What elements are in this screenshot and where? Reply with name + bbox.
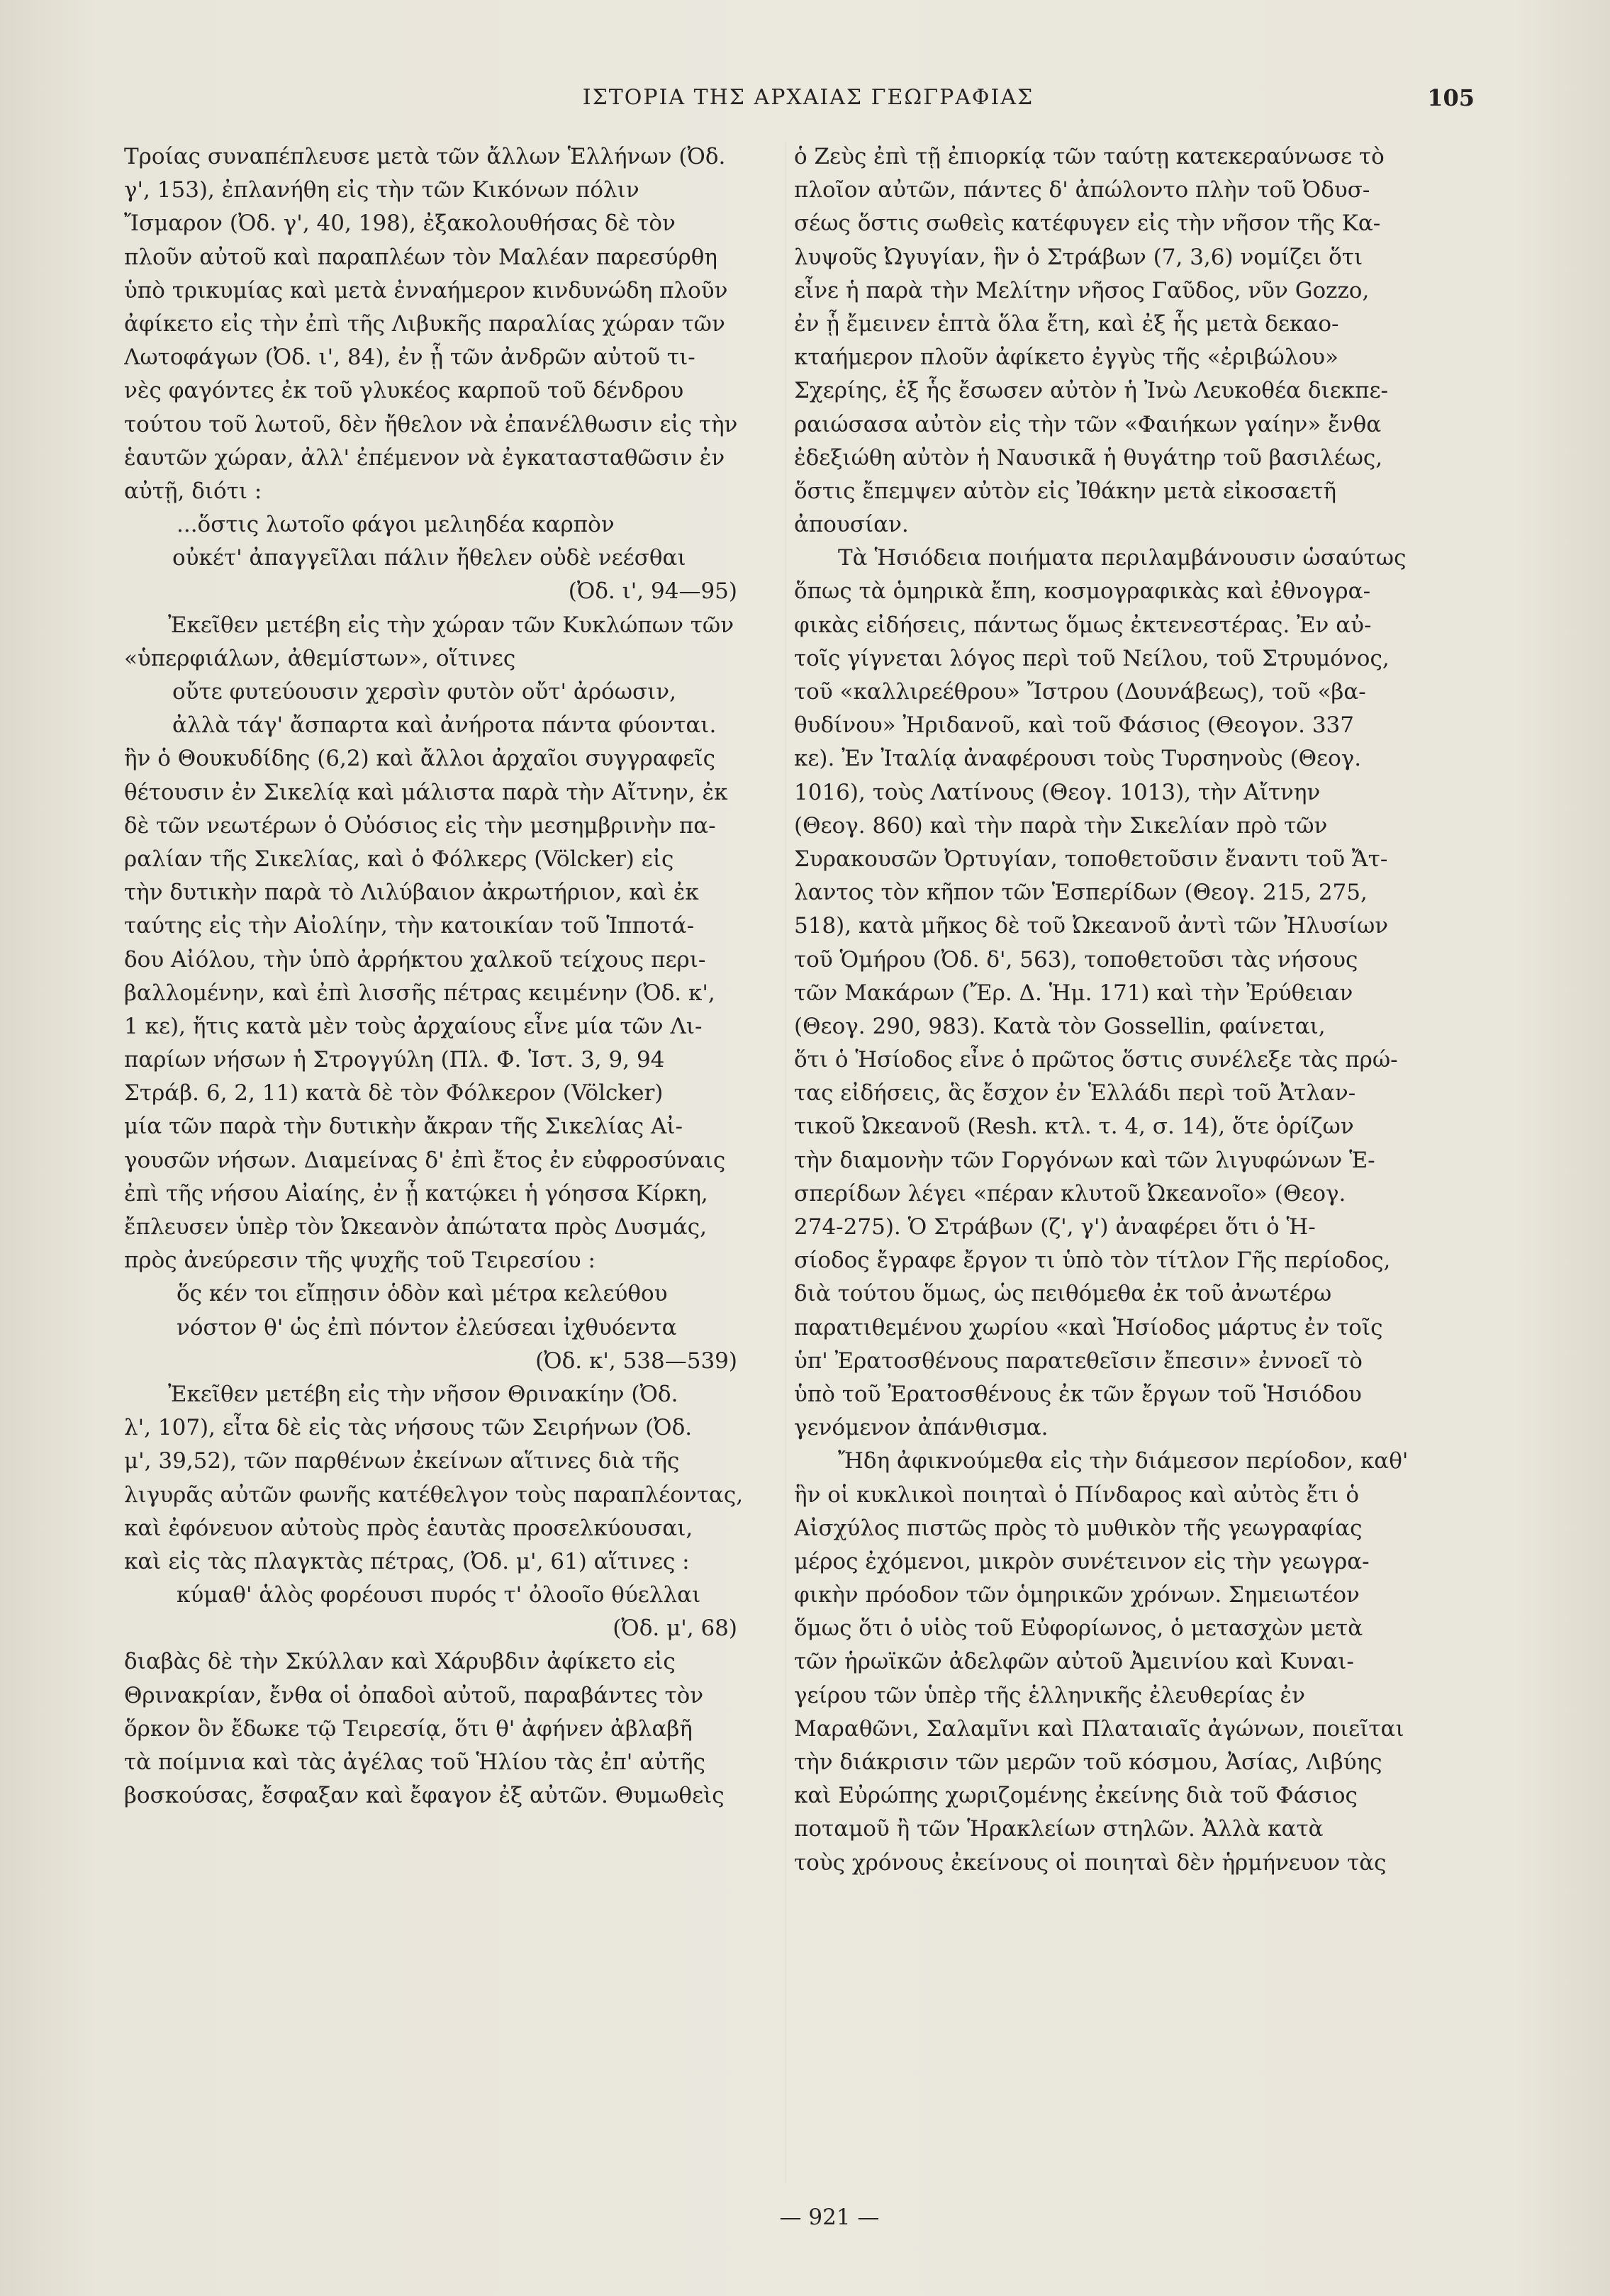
text-line: διαβὰς δὲ τὴν Σκύλλαν καὶ Χάρυβδιν ἀφίκετο εἰς xyxy=(124,1649,676,1675)
verse-line: νόστον θ' ὡς ἐπὶ πόντον ἐλεύσεαι ἰχθυόεντα xyxy=(177,1314,677,1340)
text-line: θυδίνου» Ἠριδανοῦ, καὶ τοῦ Φάσιος (Θεογον. 337 xyxy=(794,712,1355,739)
text-line: τας εἰδήσεις, ἃς ἔσχον ἐν Ἑλλάδι περὶ τοῦ Ἀτλαν- xyxy=(794,1080,1356,1107)
text-line: γείρου τῶν ὑπὲρ τῆς ἑλληνικῆς ἐλευθερίας ἐν xyxy=(794,1682,1305,1708)
text-line: 274-275). Ὁ Στράβων (ζ', γ') ἀναφέρει ὅτι ὁ Ἡ- xyxy=(794,1214,1316,1240)
text-line: σίοδος ἔγραφε ἔργον τι ὑπὸ τὸν τίτλον Γῆς περίοδος, xyxy=(794,1248,1391,1274)
text-line: τὴν διαμονὴν τῶν Γοργόνων καὶ τῶν λιγυφώνων Ἑ- xyxy=(794,1147,1375,1173)
text-line: ἐπὶ τῆς νήσου Αἰαίης, ἐν ᾗ κατῴκει ἡ γόησσα Κίρκη, xyxy=(124,1180,708,1206)
text-line: φικὴν πρόοδον τῶν ὁμηρικῶν χρόνων. Σημειωτέον xyxy=(794,1582,1360,1608)
left-text-column xyxy=(124,140,776,1813)
text-line: ἣν ὁ Θουκυδίδης (6,2) καὶ ἄλλοι ἀρχαῖοι συγγραφεῖς xyxy=(124,746,715,772)
text-line: Ἐκεῖθεν μετέβη εἰς τὴν χώραν τῶν Κυκλώπων τῶν xyxy=(168,612,734,638)
text-line: τικοῦ Ὠκεανοῦ (Resh. κτλ. τ. 4, σ. 14), ὅτε ὁρίζων xyxy=(794,1114,1354,1140)
text-line: Ἐκεῖθεν μετέβη εἰς τὴν νῆσον Θρινακίην (Ὀδ. xyxy=(168,1381,678,1407)
text-line: ὁ Ζεὺς ἐπὶ τῇ ἐπιορκίᾳ τῶν ταύτῃ κατεκεραύνωσε τὸ xyxy=(794,144,1385,169)
text-line: Θρινακρίαν, ἔνθα οἱ ὀπαδοὶ αὐτοῦ, παραβάντες τὸν xyxy=(124,1682,704,1708)
text-line: πλοῦν αὐτοῦ καὶ παραπλέων τὸν Μαλέαν παρεσύρθη xyxy=(124,244,717,270)
running-title: ΙΣΤΟΡΙΑ ΤΗΣ ΑΡΧΑΙΑΣ ΓΕΩΓΡΑΦΙΑΣ xyxy=(582,85,1034,110)
text-line: δὲ τῶν νεωτέρων ὁ Οὐόσιος εἰς τὴν μεσημβρινὴν πα- xyxy=(124,812,716,839)
text-line: βοσκούσας, ἔσφαξαν καὶ ἔφαγον ἐξ αὐτῶν. Θυμωθεὶς xyxy=(124,1783,725,1809)
text-line: κταήμερον πλοῦν ἀφίκετο ἐγγὺς τῆς «ἐριβώλου» xyxy=(794,345,1338,371)
text-line: μία τῶν παρὰ τὴν δυτικὴν ἄκραν τῆς Σικελίας Αἰ- xyxy=(124,1114,683,1140)
text-line: πρὸς ἀνεύρεσιν τῆς ψυχῆς τοῦ Τειρεσίου : xyxy=(124,1248,596,1274)
verse-line: ...ὅστις λωτοῖο φάγοι μελιηδέα καρπὸν xyxy=(177,512,615,538)
text-line: 1016), τοὺς Λατίνους (Θεογ. 1013), τὴν Αἴτνην xyxy=(794,779,1321,805)
text-line: αὐτῇ, διότι : xyxy=(124,478,262,504)
verse-line: κύμαθ' ἁλὸς φορέουσι πυρός τ' ὀλοοῖο θύελλαι xyxy=(177,1582,701,1608)
citation-line: (Ὀδ. μ', 68) xyxy=(613,1615,737,1642)
text-line: θέτουσιν ἐν Σικελίᾳ καὶ μάλιστα παρὰ τὴν Αἴτνην, ἐκ xyxy=(124,779,728,805)
text-line: καὶ Εὐρώπης χωριζομένης ἐκείνης διὰ τοῦ Φάσιος xyxy=(794,1783,1358,1809)
text-line: σπερίδων λέγει «πέραν κλυτοῦ Ὠκεανοῖο» (Θεογ. xyxy=(794,1180,1346,1206)
text-line: λυψοῦς Ὠγυγίαν, ἣν ὁ Στράβων (7, 3,6) νομίζει ὅτι xyxy=(794,244,1363,270)
text-line: τούτου τοῦ λωτοῦ, δὲν ἤθελον νὰ ἐπανέλθωσιν εἰς τὴν xyxy=(124,411,738,437)
text-line: ὅστις ἔπεμψεν αὐτὸν εἰς Ἰθάκην μετὰ εἰκοσαετῆ xyxy=(794,478,1337,504)
text-line: ὑπὸ τρικυμίας καὶ μετὰ ἐνναήμερον κινδυνώδη πλοῦν xyxy=(124,277,728,303)
text-line: δου Αἰόλου, τὴν ὑπὸ ἀρρήκτου χαλκοῦ τείχους περι- xyxy=(124,946,706,973)
text-line: ἑαυτῶν χώραν, ἀλλ' ἐπέμενον νὰ ἐγκατασταθῶσιν ἐν xyxy=(124,444,725,471)
citation-line: (Ὀδ. ι', 94—95) xyxy=(568,578,737,605)
text-line: ἐδεξιώθη αὐτὸν ἡ Ναυσικᾶ ἡ θυγάτηρ τοῦ βασιλέως, xyxy=(794,444,1383,471)
text-line: μ', 39,52), τῶν παρθένων ἐκείνων αἵτινες διὰ τῆς xyxy=(124,1448,680,1474)
verse-line: οὐκέτ' ἀπαγγεῖλαι πάλιν ἤθελεν οὐδὲ νεέσθαι xyxy=(172,545,686,571)
text-line: Σχερίης, ἐξ ἧς ἔσωσεν αὐτὸν ἡ Ἰνὼ Λευκοθέα διεκπε- xyxy=(794,378,1388,404)
text-line: ἔπλευσεν ὑπὲρ τὸν Ὠκεανὸν ἀπώτατα πρὸς Δυσμάς, xyxy=(124,1214,707,1240)
text-line: ὑπ' Ἐρατοσθένους παρατεθεῖσιν ἔπεσιν» ἐννοεῖ τὸ xyxy=(794,1348,1363,1374)
text-line: τοῦ «καλλιρεέθρου» Ἴστρου (Δουνάβεως), τοῦ «βα- xyxy=(794,679,1366,705)
text-line: ὅρκον ὃν ἔδωκε τῷ Τειρεσίᾳ, ὅτι θ' ἀφήνεν ἀβλαβῆ xyxy=(124,1715,693,1742)
text-line: ἐν ᾗ ἔμεινεν ἑπτὰ ὅλα ἔτη, καὶ ἐξ ἧς μετὰ δεκαο- xyxy=(794,310,1339,337)
sheet-number: — 921 — xyxy=(779,2205,880,2230)
text-line: Συρακουσῶν Ὀρτυγίαν, τοποθετοῦσιν ἔναντι τοῦ Ἄτ- xyxy=(794,846,1388,872)
text-line: ἣν οἱ κυκλικοὶ ποιηταὶ ὁ Πίνδαρος καὶ αὐτὸς ἔτι ὁ xyxy=(794,1482,1360,1508)
text-line: Στράβ. 6, 2, 11) κατὰ δὲ τὸν Φόλκερον (Völcker) xyxy=(124,1080,664,1107)
text-line: καὶ εἰς τὰς πλαγκτὰς πέτρας, (Ὀδ. μ', 61) αἵτινες : xyxy=(124,1548,690,1574)
text-line: Ἴσμαρον (Ὀδ. γ', 40, 198), ἐξακολουθήσας δὲ τὸν xyxy=(124,211,676,237)
text-line: γενόμενον ἀπάνθισμα. xyxy=(794,1415,1049,1441)
page-number: 105 xyxy=(1427,84,1475,111)
text-line: ὅτι ὁ Ἡσίοδος εἶνε ὁ πρῶτος ὅστις συνέλεξε τὰς πρώ- xyxy=(794,1047,1398,1073)
text-line: Τὰ Ἡσιόδεια ποιήματα περιλαμβάνουσιν ὡσαύτως xyxy=(838,545,1407,571)
text-line: τῶν ἡρωϊκῶν ἀδελφῶν αὐτοῦ Ἀμεινίου καὶ Κυναι- xyxy=(794,1649,1354,1675)
text-line: ὅπως τὰ ὁμηρικὰ ἔπη, κοσμογραφικὰς καὶ ἐθνογρα- xyxy=(794,578,1371,605)
text-line: Ἤδη ἀφικνούμεθα εἰς τὴν διάμεσον περίοδον, καθ' xyxy=(838,1448,1409,1474)
text-line: Τροίας συναπέπλευσε μετὰ τῶν ἄλλων Ἑλλήνων (Ὀδ. xyxy=(124,144,726,169)
text-line: (Θεογ. 290, 983). Κατὰ τὸν Gossellin, φαίνεται, xyxy=(794,1013,1326,1039)
text-line: 518), κατὰ μῆκος δὲ τοῦ Ὠκεανοῦ ἀντὶ τῶν Ἠλυσίων xyxy=(794,913,1389,939)
text-line: παρατιθεμένου χωρίου «καὶ Ἡσίοδος μάρτυς ἐν τοῖς xyxy=(794,1314,1383,1340)
text-line: τοῖς γίγνεται λόγος περὶ τοῦ Νείλου, τοῦ Στρυμόνος, xyxy=(794,645,1390,671)
text-line: τὴν δυτικὴν παρὰ τὸ Λιλύβαιον ἀκρωτήριον, καὶ ἐκ xyxy=(124,880,699,906)
text-line: 1 κε), ἥτις κατὰ μὲν τοὺς ἀρχαίους εἶνε μία τῶν Λι- xyxy=(124,1013,703,1039)
text-line: πλοῖον αὐτῶν, πάντες δ' ἀπώλοντο πλὴν τοῦ Ὀδυσ- xyxy=(794,177,1370,203)
text-line: ταύτης εἰς τὴν Αἰολίην, τὴν κατοικίαν τοῦ Ἱπποτά- xyxy=(124,913,695,939)
text-line: ραλίαν τῆς Σικελίας, καὶ ὁ Φόλκερς (Völcker) εἰς xyxy=(124,846,674,872)
citation-line: (Ὀδ. κ', 538—539) xyxy=(535,1348,737,1374)
text-line: τοὺς χρόνους ἐκείνους οἱ ποιηταὶ δὲν ἡρμήνευον τὰς xyxy=(794,1849,1387,1876)
text-line: νὲς φαγόντες ἐκ τοῦ γλυκέος καρποῦ τοῦ δένδρου xyxy=(124,378,684,404)
text-line: τὴν διάκρισιν τῶν μερῶν τοῦ κόσμου, Ἀσίας, Λιβύης xyxy=(794,1749,1382,1775)
text-line: Λωτοφάγων (Ὀδ. ι', 84), ἐν ᾗ τῶν ἀνδρῶν αὐτοῦ τι- xyxy=(124,345,695,371)
verse-line: ὅς κέν τοι εἴπῃσιν ὁδὸν καὶ μέτρα κελεύθου xyxy=(177,1281,668,1307)
text-line: κε). Ἐν Ἰταλίᾳ ἀναφέρουσι τοὺς Τυρσηνοὺς (Θεογ. xyxy=(794,746,1362,772)
text-line: «ὑπερφιάλων, ἀθεμίστων», οἵτινες xyxy=(124,645,516,671)
text-line: βαλλομένην, καὶ ἐπὶ λισσῆς πέτρας κειμένην (Ὀδ. κ', xyxy=(124,980,715,1006)
text-line: Μαραθῶνι, Σαλαμῖνι καὶ Πλαταιαῖς ἀγώνων, ποιεῖται xyxy=(794,1715,1404,1742)
text-line: ὑπὸ τοῦ Ἐρατοσθένους ἐκ τῶν ἔργων τοῦ Ἡσιόδου xyxy=(794,1381,1362,1407)
text-line: διὰ τούτου ὅμως, ὡς πειθόμεθα ἐκ τοῦ ἀνωτέρω xyxy=(794,1281,1332,1307)
column-gutter xyxy=(785,142,786,2183)
text-line: λαντος τὸν κῆπον τῶν Ἑσπερίδων (Θεογ. 215, 275, xyxy=(794,880,1368,906)
verse-line: ἀλλὰ τάγ' ἄσπαρτα καὶ ἀνήροτα πάντα φύονται. xyxy=(172,712,717,739)
text-line: φικὰς εἰδήσεις, πάντως ὅμως ἐκτενεστέρας. Ἐν αὐ- xyxy=(794,612,1372,638)
right-text-column xyxy=(794,140,1471,1880)
text-line: ὅμως ὅτι ὁ υἱὸς τοῦ Εὐφορίωνος, ὁ μετασχὼν μετὰ xyxy=(794,1615,1363,1642)
text-line: μέρος ἐχόμενοι, μικρὸν συνέτεινον εἰς τὴν γεωγρα- xyxy=(794,1548,1370,1574)
text-line: ἀφίκετο εἰς τὴν ἐπὶ τῆς Λιβυκῆς παραλίας χώραν τῶν xyxy=(124,310,725,337)
text-line: εἶνε ἡ παρὰ τὴν Μελίτην νῆσος Γαῦδος, νῦν Gozzo, xyxy=(794,277,1370,303)
text-line: τὰ ποίμνια καὶ τὰς ἀγέλας τοῦ Ἡλίου τὰς ἐπ' αὐτῆς xyxy=(124,1749,705,1775)
text-line: λιγυρᾶς αὐτῶν φωνῆς κατέθελγον τοὺς παραπλέοντας, xyxy=(124,1482,744,1508)
text-line: σέως ὅστις σωθεὶς κατέφυγεν εἰς τὴν νῆσον τῆς Κα- xyxy=(794,211,1381,237)
text-line: καὶ ἐφόνευον αὐτοὺς πρὸς ἑαυτὰς προσελκύουσαι, xyxy=(124,1515,693,1541)
text-line: Αἰσχύλος πιστῶς πρὸς τὸ μυθικὸν τῆς γεωγραφίας xyxy=(794,1515,1363,1541)
text-line: ραιώσασα αὐτὸν εἰς τὴν τῶν «Φαιήκων γαίην» ἔνθα xyxy=(794,411,1382,437)
text-line: ποταμοῦ ἢ τῶν Ἡρακλείων στηλῶν. Ἀλλὰ κατὰ xyxy=(794,1816,1324,1842)
text-line: (Θεογ. 860) καὶ τὴν παρὰ τὴν Σικελίαν πρὸ τῶν xyxy=(794,812,1328,839)
verse-line: οὔτε φυτεύουσιν χερσὶν φυτὸν οὔτ' ἀρόωσιν, xyxy=(172,679,677,705)
text-line: γουσῶν νήσων. Διαμείνας δ' ἐπὶ ἔτος ἐν εὐφροσύναις xyxy=(124,1147,726,1173)
text-line: τῶν Μακάρων (Ἔρ. Δ. Ἡμ. 171) καὶ τὴν Ἐρύθειαν xyxy=(794,980,1353,1006)
text-line: ἀπουσίαν. xyxy=(794,512,909,538)
text-line: παρίων νήσων ἡ Στρογγύλη (Πλ. Φ. Ἱστ. 3, 9, 94 xyxy=(124,1047,665,1073)
text-line: τοῦ Ὁμήρου (Ὀδ. δ', 563), τοποθετοῦσι τὰς νήσους xyxy=(794,946,1358,973)
text-line: γ', 153), ἐπλανήθη εἰς τὴν τῶν Κικόνων πόλιν xyxy=(124,177,639,203)
text-line: λ', 107), εἶτα δὲ εἰς τὰς νήσους τῶν Σειρήνων (Ὀδ. xyxy=(124,1415,693,1441)
